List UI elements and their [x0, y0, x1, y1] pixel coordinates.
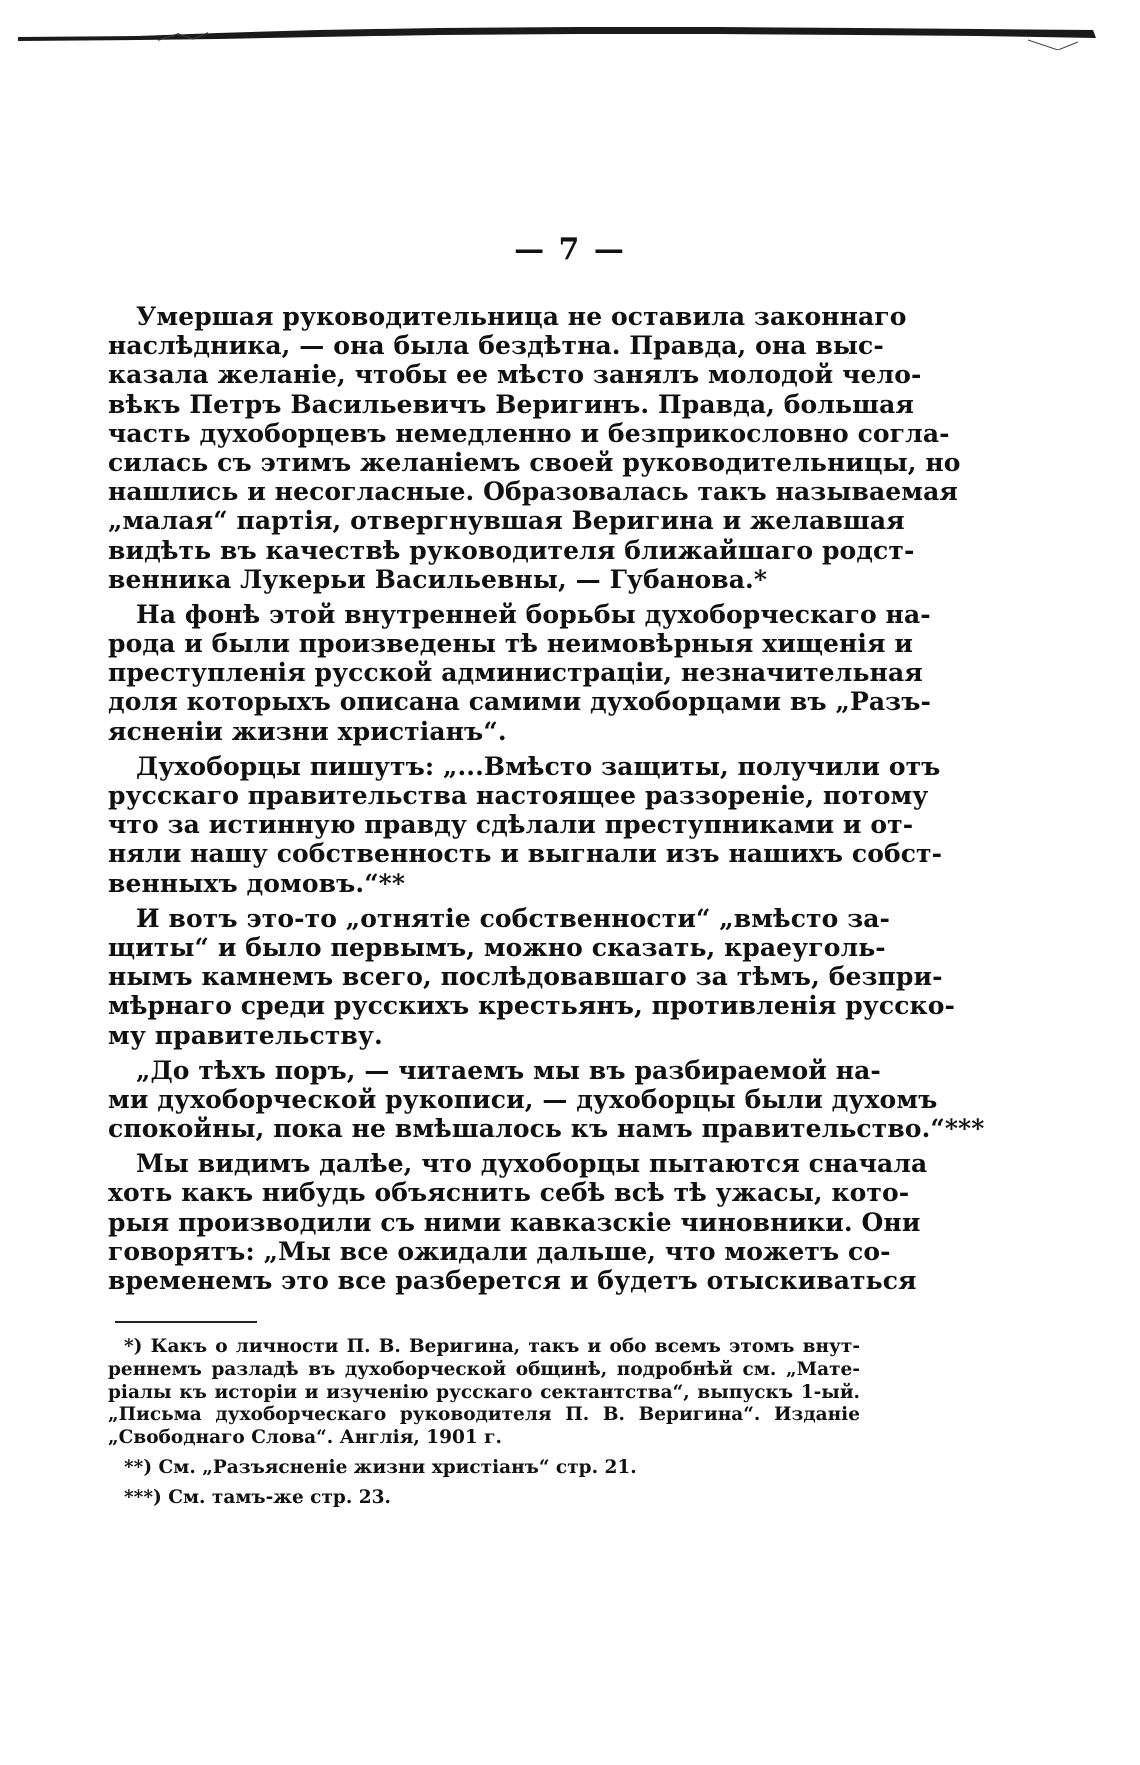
text-line: Умершая руководительница не оставила законнаго: [136, 302, 907, 331]
text-line: Мы видимъ далѣе, что духоборцы пытаются сначала: [136, 1149, 928, 1179]
text-line: часть духоборцевъ немедленно и безприкословно согла-: [108, 418, 950, 448]
text-line: ми духоборческой рукописи, — духоборцы были духомъ: [108, 1084, 938, 1114]
footnote-line: реннемъ разладѣ въ духоборческой общинѣ, подробнѣй см. „Мате-: [108, 1358, 860, 1380]
paragraph: [108, 903, 955, 1050]
footnote: [108, 1487, 860, 1510]
text-line: наслѣдника, — она была бездѣтна. Правда, она выс-: [108, 331, 884, 361]
footnote-line: „Письма духоборческаго руководителя П. В. Веригина“. Изданіе: [108, 1404, 860, 1426]
text-line: русскаго правительства настоящее раззореніе, потому: [108, 781, 929, 810]
text-line: спокойны, пока не вмѣшалось къ намъ правительство.“***: [108, 1114, 985, 1144]
text-line: Духоборцы пишутъ: „...Вмѣсто защиты, получили отъ: [136, 751, 941, 781]
text-line: рыя производили съ ними кавказскіе чиновники. Они: [108, 1207, 921, 1237]
paragraph: [108, 1149, 928, 1295]
text-line: хоть какъ нибудь объяснить себѣ всѣ тѣ ужасы, кото-: [108, 1178, 910, 1208]
text-line: „До тѣхъ поръ, — читаемъ мы въ разбираемой на-: [136, 1055, 881, 1085]
text-line: говорятъ: „Мы все ожидали дальше, что можетъ со-: [108, 1236, 891, 1266]
text-line: временемъ это все разберется и будетъ отыскиваться: [108, 1266, 917, 1295]
footnotes: [108, 1336, 860, 1510]
footnote: [108, 1336, 860, 1450]
footnote-divider: [115, 1321, 257, 1323]
main-text: [108, 302, 985, 1295]
text-line: казала желаніе, чтобы ее мѣсто занялъ молодой чело-: [108, 360, 922, 390]
page-number: — 7 —: [514, 232, 626, 267]
text-line: му правительству.: [108, 1020, 383, 1050]
text-line: „малая“ партія, отвергнувшая Веригина и желавшая: [108, 506, 905, 536]
footnote-line: ***) См. тамъ-же стр. 23.: [124, 1486, 391, 1508]
text-line: силась съ этимъ желаніемъ своей руководительницы, но: [108, 447, 961, 477]
text-line: видѣть въ качествѣ руководителя ближайшаго родст-: [108, 535, 915, 565]
paragraph: [108, 1055, 985, 1144]
text-line: рода и были произведены тѣ неимовѣрныя хищенія и: [108, 629, 914, 659]
text-line: венныхъ домовъ.“**: [108, 868, 406, 898]
text-line: нымъ камнемъ всего, послѣдовавшаго за тѣмъ, безпри-: [108, 962, 943, 992]
footnote-line: ріалы къ исторіи и изученію русскаго сектантства“, выпускъ 1-ый.: [108, 1381, 860, 1403]
paragraph: [108, 599, 931, 746]
paragraph: [108, 751, 943, 898]
text-line: венника Лукерьи Васильевны, — Губанова.*: [108, 564, 768, 594]
footnote-line: *) Какъ о личности П. В. Веригина, такъ и обо всемъ этомъ внут-: [124, 1336, 860, 1357]
text-line: вѣкъ Петръ Васильевичъ Веригинъ. Правда, большая: [108, 389, 914, 419]
text-line: няли нашу собственность и выгнали изъ нашихъ собст-: [108, 839, 943, 869]
footnote-line: „Свободнаго Слова“. Англія, 1901 г.: [108, 1427, 502, 1449]
scan-top-edge: [18, 16, 1108, 50]
text-line: мѣрнаго среди русскихъ крестьянъ, противленія русско-: [108, 991, 955, 1021]
text-line: нашлись и несогласные. Образовалась такъ называемая: [108, 477, 958, 507]
footnote: [108, 1457, 860, 1480]
text-line: что за истинную правду сдѣлали преступниками и от-: [108, 810, 914, 840]
paragraph: [108, 302, 961, 594]
text-line: доля которыхъ описана самими духоборцами въ „Разъ-: [108, 687, 931, 717]
text-line: И вотъ это-то „отнятіе собственности“ „вмѣсто за-: [136, 903, 891, 933]
footnote-line: **) См. „Разъясненіе жизни христіанъ“ стр. 21.: [124, 1456, 637, 1478]
text-line: На фонѣ этой внутренней борьбы духоборческаго на-: [136, 599, 931, 629]
text-line: ясненіи жизни христіанъ“.: [108, 716, 507, 746]
text-line: преступленія русской администраціи, незначительная: [108, 658, 923, 688]
text-line: щиты“ и было первымъ, можно сказать, краеуголь-: [108, 932, 886, 962]
